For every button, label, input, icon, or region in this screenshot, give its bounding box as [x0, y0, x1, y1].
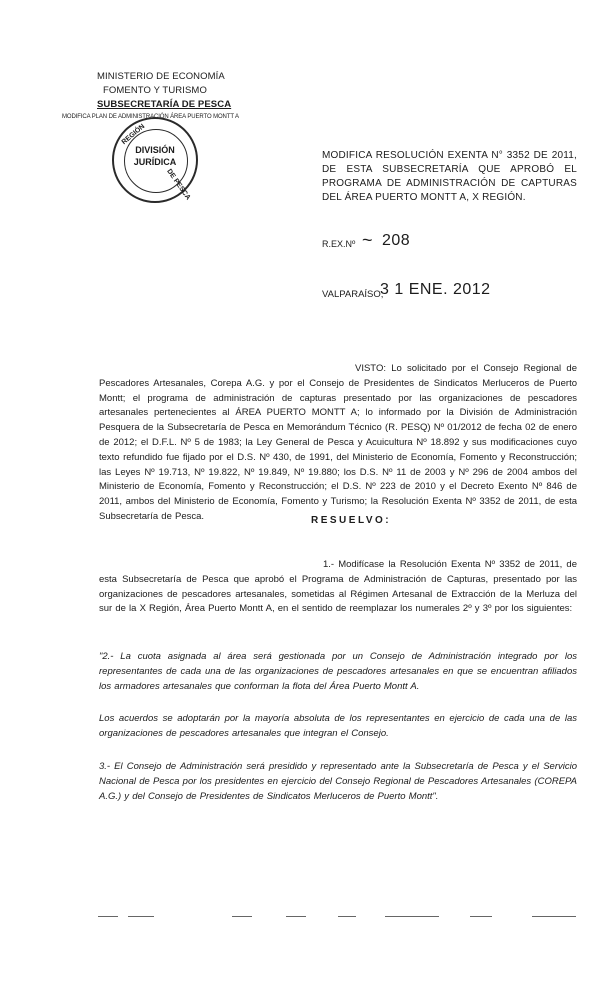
footer-rule-segment [385, 916, 439, 917]
place-date: 3 1 ENE. 2012 [380, 281, 491, 298]
item-1-paragraph: 1.- Modifícase la Resolución Exenta Nº 3352 de 2011, de esta Subsecretaría de Pesca que aprobó el Programa de Administración de Capturas, presentado por las organizaciones de pescadores artesanales, sometidas al Régimen Artesanal de Extracción de la Merluza del sur de la X Región, Área Puerto Montt A, en el sentido de reemplazar los numerales 2º y 3º por los siguientes: [99, 559, 577, 615]
footer-rule-segment [470, 916, 492, 917]
document-title: MODIFICA RESOLUCIÓN EXENTA N° 3352 DE 2011, DE ESTA SUBSECRETARÍA QUE APROBÓ EL PROGRAMA DE ADMINISTRACIÓN DE CAPTURAS DEL ÁREA PUERTO MONTT A, X REGIÓN. [322, 150, 577, 203]
footer-rule-segment [232, 916, 252, 917]
footer-rule-segment [128, 916, 154, 917]
division-juridica-stamp [112, 117, 198, 203]
resuelvo-heading: RESUELVO: [311, 515, 392, 526]
place-city: VALPARAÍSO, [322, 289, 384, 300]
ministry-subtitle: FOMENTO Y TURISMO [103, 85, 207, 96]
quote-item-2-continuation: Los acuerdos se adoptarán por la mayoría absoluta de los representantes en ejercicio de cada una de las organizaciones de pescadores artesanales que integran el Consejo. [99, 713, 577, 739]
footer-rule-segment [98, 916, 118, 917]
stamp-caption: MODIFICA PLAN DE ADMINISTRACIÓN ÁREA PUERTO MONTT A [62, 114, 239, 120]
quote-item-2: "2.- La cuota asignada al área será gestionada por un Consejo de Administración integrado por los representantes de cada una de las organizaciones de pescadores artesanales en que se encuentran afiliados los armadores artesanales que conforman la flota del Área Puerto Montt A. [99, 651, 577, 692]
visto-paragraph: VISTO: Lo solicitado por el Consejo Regional de Pescadores Artesanales, Corepa A.G. y por el Consejo de Presidentes de Sindicatos Merluceros de Puerto Montt; el programa de administración de capturas presentado por las organizaciones de pescadores artesanales pertenecientes al ÁREA PUERTO MONTT A; lo informado por la División de Administración Pesquera de la Subsecretaría de Pesca en Memorándum Técnico (R. PESQ) Nº 01/2012 de fecha 02 de enero de 2012; el D.F.L. Nº 5 de 1983; la Ley General de Pesca y Acuicultura Nº 18.892 y sus modificaciones cuyo texto refundido fue fijado por el D.S. Nº 430, de 1991, del Ministerio de Economía, Fomento y Reconstrucción; las Leyes Nº 19.713, Nº 19.822, Nº 19.849, Nº 19.880; los D.S. Nº 11 de 2003 y Nº 296 de 2004 ambos del Ministerio de Economía, Fomento y Reconstrucción; el D.S. Nº 223 de 2010 y el Decreto Exento Nº 846 de 2011, ambos del Ministerio de Economía, Fomento y Turismo; la Resolución Exenta Nº 3352 de 2011, de esta Subsecretaría de Pesca. [99, 363, 577, 522]
stamp-ring-text-left: REGIÓN [120, 123, 147, 147]
footer-rule-segment [338, 916, 356, 917]
stamp-line-1: DIVISIÓN [135, 145, 175, 155]
footer-rule-segment [286, 916, 306, 917]
stamp-ring-text-bottom: DE PESCA [165, 168, 192, 202]
resolution-number: 208 [382, 232, 411, 249]
quote-item-3: 3.- El Consejo de Administración será presidido y representado ante la Subsecretaría de Pesca y el Servicio Nacional de Pesca por los presidentes en ejercicio del Consejo Regional de Pescadores Artesanales (COREPA A.G.) y del Consejo de Presidentes de Sindicatos Merluceros de Puerto Montt". [99, 761, 577, 802]
resolution-label: R.EX.Nº [322, 239, 356, 249]
resolution-handwritten-mark: ~ [362, 230, 373, 250]
stamp-line-2: JURÍDICA [133, 157, 177, 167]
ministry-name: MINISTERIO DE ECONOMÍA [97, 71, 225, 82]
subsecretaria-name: SUBSECRETARÍA DE PESCA [97, 99, 232, 110]
footer-rule-segment [532, 916, 576, 917]
